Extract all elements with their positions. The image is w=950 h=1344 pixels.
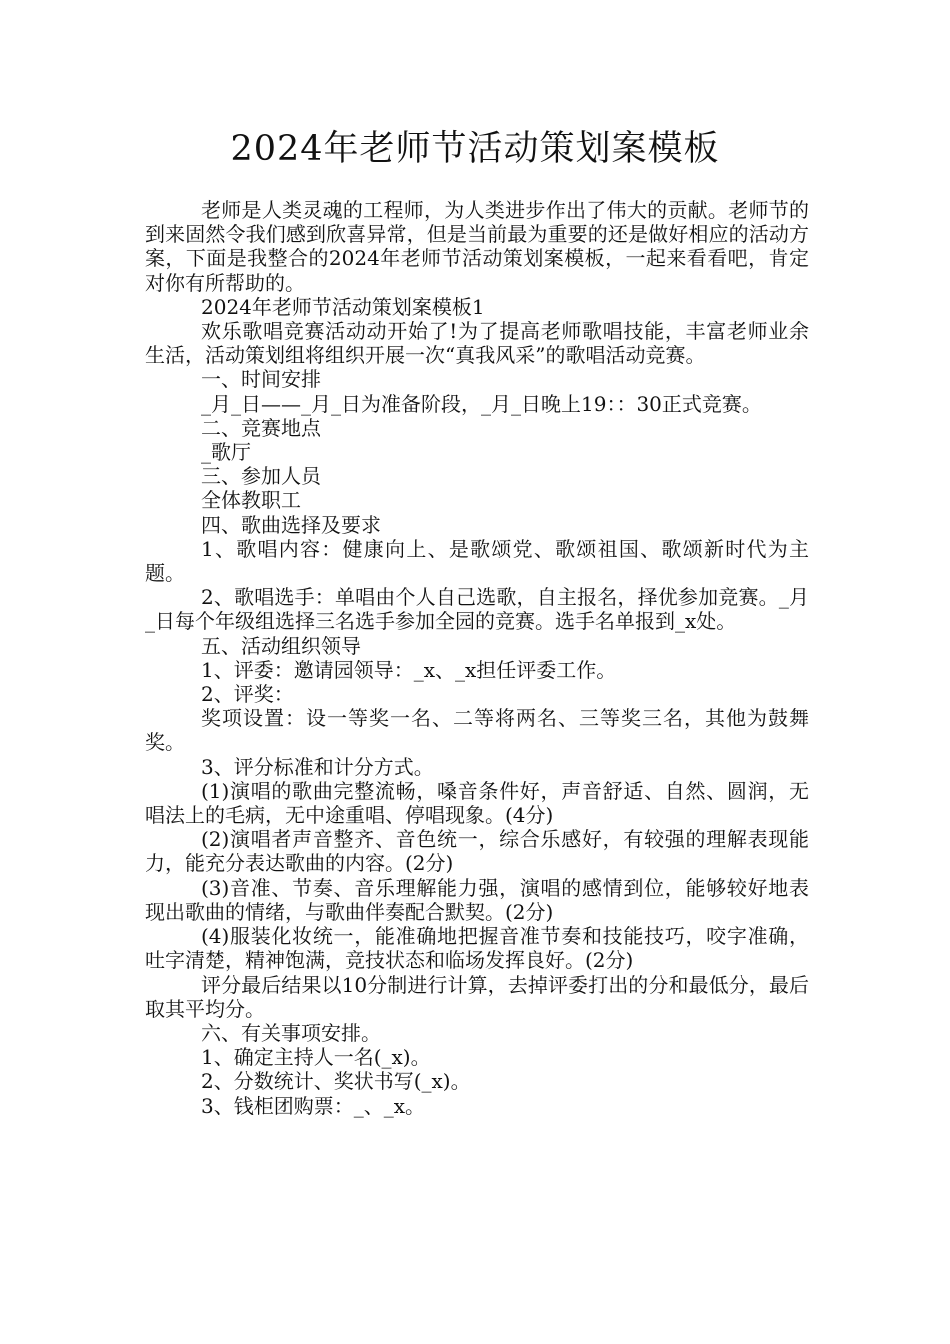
section-heading: 六、有关事项安排。 [201,1020,381,1045]
paragraph: 2、分数统计、奖状书写(_x)。 [201,1069,471,1094]
paragraph: 3、钱柜团购票：_、_x。 [201,1093,426,1118]
paragraph: 1、歌唱内容：健康向上、是歌颂党、歌颂祖国、歌颂新时代为主题。 [145,536,809,586]
section-heading: 二、竞赛地点 [201,415,321,440]
paragraph: (4)服装化妆统一，能准确地把握音准节奏和技能技巧，咬字准确，吐字清楚，精神饱满，竞技状态和临场发挥良好。(2分) [145,924,809,973]
document-body [145,198,809,1118]
paragraph: 欢乐歌唱竞赛活动动开始了!为了提高老师歌唱技能，丰富老师业余生活，活动策划组将组织开展一次“真我风采”的歌唱活动竞赛。 [145,319,809,368]
paragraph: 3、评分标准和计分方式。 [201,754,434,779]
paragraph: (2)演唱者声音整齐、音色统一，综合乐感好，有较强的理解表现能力，能充分表达歌曲的内容。(2分) [145,827,809,876]
document-title: 2024年老师节活动策划案模板 [230,129,720,169]
section-heading: 三、参加人员 [201,464,321,489]
paragraph-subtitle: 2024年老师节活动策划案模板1 [201,294,485,319]
paragraph: 评分最后结果以10分制进行计算，去掉评委打出的分和最低分，最后取其平均分。 [145,972,809,1021]
paragraph: (1)演唱的歌曲完整流畅，嗓音条件好，声音舒适、自然、圆润，无唱法上的毛病，无中途重唱、停唱现象。(4分) [145,778,809,828]
section-heading: 五、活动组织领导 [201,633,361,658]
paragraph: (3)音准、节奏、音乐理解能力强，演唱的感情到位，能够较好地表现出歌曲的情绪，与歌曲伴奏配合默契。(2分) [145,875,809,924]
paragraph: 1、评委：邀请园领导：_x、_x担任评委工作。 [201,657,617,682]
section-heading: 四、歌曲选择及要求 [201,512,381,537]
paragraph: 2、评奖： [201,682,294,707]
paragraph: _歌厅 [201,440,251,465]
paragraph: 1、确定主持人一名(_x)。 [201,1045,431,1070]
paragraph: 全体教职工 [201,488,301,513]
section-heading: 一、时间安排 [201,367,321,392]
paragraph: 2、歌唱选手：单唱由个人自己选歌，自主报名，择优参加竞赛。_月_日每个年级组选择三名选手参加全园的竞赛。选手名单报到_x处。 [145,585,809,634]
paragraph: 奖项设置：设一等奖一名、二等将两名、三等奖三名，其他为鼓舞奖。 [145,706,809,755]
paragraph-intro: 老师是人类灵魂的工程师，为人类进步作出了伟大的贡献。老师节的到来固然令我们感到欣喜异常，但是当前最为重要的还是做好相应的活动方案，下面是我整合的2024年老师节活动策划案模板，一起来看看吧，肯定对你有所帮助的。 [145,198,809,295]
paragraph: _月_日——_月_日为准备阶段，_月_日晚上19：：30正式竞赛。 [201,391,762,416]
